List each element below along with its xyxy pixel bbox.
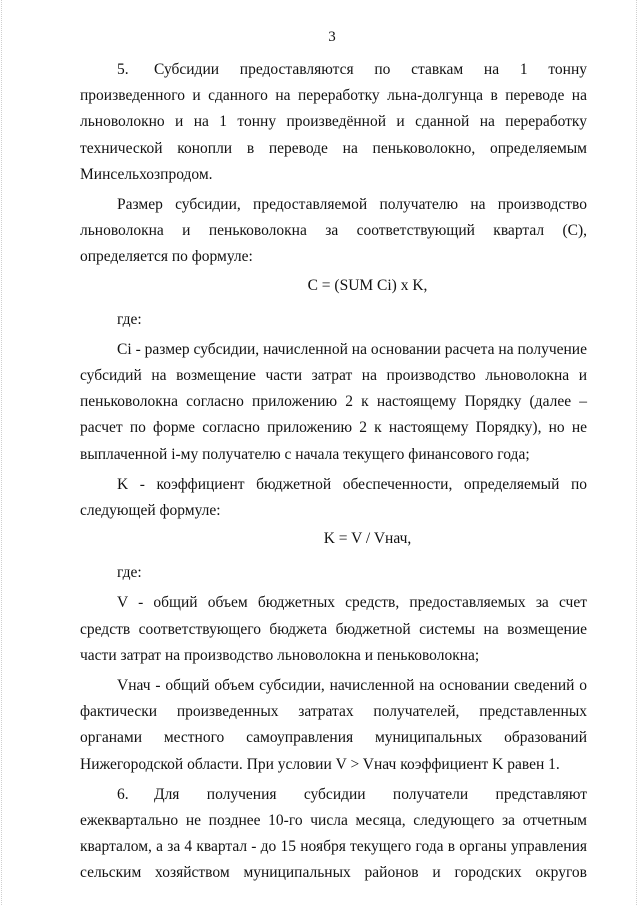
k-definition: K - коэффициент бюджетной обеспеченности, определяемый по следующей формуле:	[80, 475, 587, 520]
v-definition: V - общий объем бюджетных средств, предоставляемых за счет средств соответствующего бюджета бюджетной системы на возмещение части затрат на производство льноволокна и пеньковолокна;	[80, 594, 587, 664]
paragraph-5	[80, 57, 587, 188]
paragraph-6-text: Для получения субсидии получатели представляют ежеквартально не позднее 10-го числа месяца, следующего за отчетным кварталом, а за 4 квартал - до 15 ноября текущего года в органы управления сельским хозяйством муниципальных районов и городских округов	[80, 785, 587, 882]
paragraph-6	[80, 782, 587, 887]
paragraph-6-number: 6.	[117, 785, 129, 803]
subsidy-size-paragraph: Размер субсидии, предоставляемой получателю на производство льноволокна и пеньковолокна за соответствующий квартал (C), определяется по формуле:	[80, 196, 587, 266]
formula-c: C = (SUM Ci) x K,	[307, 276, 428, 294]
where-label-2: где:	[117, 564, 142, 582]
page-number: 3	[328, 29, 336, 45]
where-label-1: где:	[117, 310, 142, 328]
formula-k: K = V / Vнач,	[323, 530, 412, 548]
vnach-definition: Vнач - общий объем субсидии, начисленной на основании сведений о фактически произведенных затратах получателей, представленных органами местного самоуправления муниципальных образований Нижегородской области. При условии V > Vнач коэффициент K равен 1.	[80, 677, 587, 773]
ci-definition: Ci - размер субсидии, начисленной на основании расчета на получение субсидий на возмещение части затрат на производство льноволокна и пеньковолокна согласно приложению 2 к настоящему Порядку (далее – расчет по форме согласно приложению 2 к настоящему Порядку), но не выплаченной i-му получателю с начала текущего финансового года;	[80, 340, 587, 463]
paragraph-5-text: Субсидии предоставляются по ставкам на 1 тонну произведенного и сданного на переработку льна-долгунца в переводе на льноволокно и на 1 тонну произведённой и сданной на переработку технической конопли в переводе на пеньковолокно, определяемым Минсельхозпродом.	[80, 61, 587, 183]
paragraph-5-number: 5.	[117, 61, 129, 78]
document-body	[80, 57, 587, 887]
left-edge-scan-marks	[1, 0, 3, 905]
right-edge-scan-marks	[636, 0, 638, 905]
